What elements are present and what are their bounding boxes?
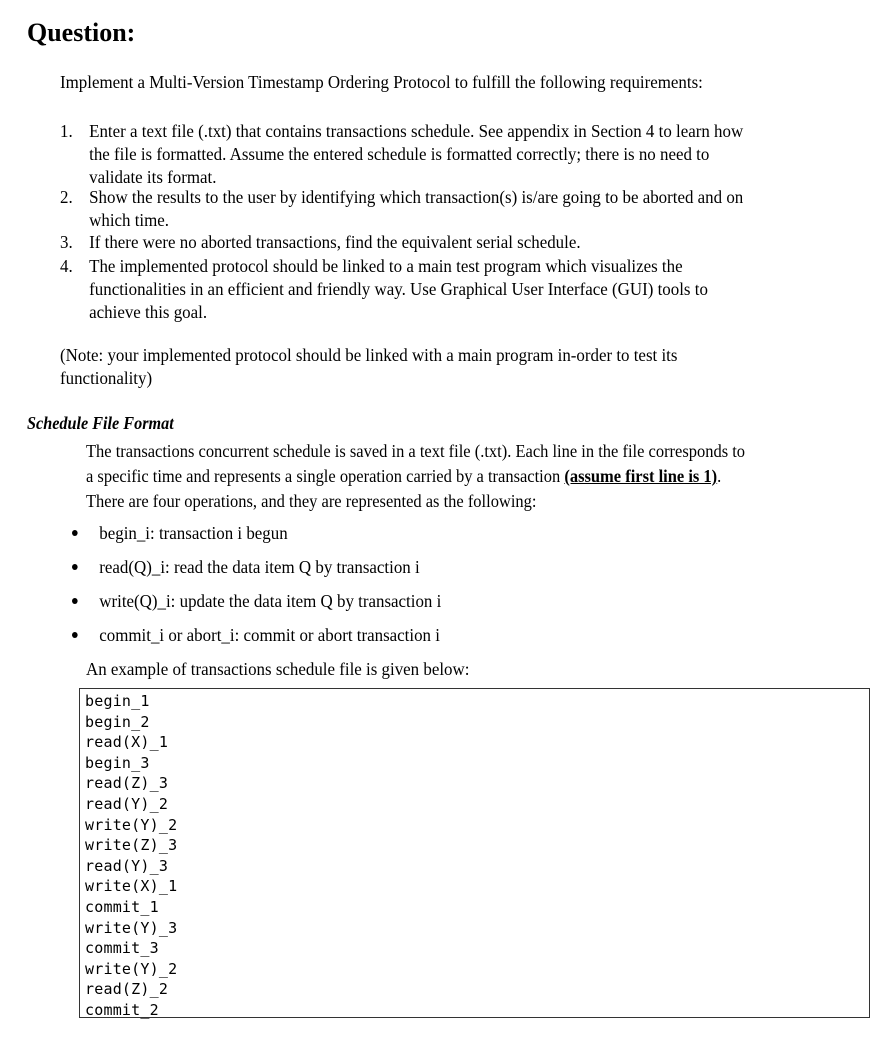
note-line: functionality) <box>60 368 153 388</box>
item-number: 2. <box>60 187 73 207</box>
item-line: the file is formatted. Assume the entered schedule is formatted correctly; there is no need to <box>89 144 710 164</box>
item-text <box>89 255 708 324</box>
bullet-icon <box>72 530 78 536</box>
bullet-icon <box>72 598 78 604</box>
schedule-line: read(Y)_2 <box>85 794 169 813</box>
schedule-line: write(Y)_2 <box>85 959 178 978</box>
para-line <box>86 464 745 489</box>
schedule-line: commit_3 <box>85 939 159 958</box>
example-schedule-code <box>85 691 177 1021</box>
bullet-text: read(Q)_i: read the data item Q by transaction i <box>99 557 420 577</box>
intro-text: Implement a Multi-Version Timestamp Ordering Protocol to fulfill the following requirements: <box>60 72 703 92</box>
para-line: The transactions concurrent schedule is saved in a text file (.txt). Each line in the file corresponds to <box>86 441 746 461</box>
item-line: achieve this goal. <box>89 302 208 322</box>
item-number: 3. <box>60 232 73 252</box>
note-text <box>60 344 677 390</box>
bullet-item <box>72 625 440 646</box>
bullet-icon <box>72 564 78 570</box>
note-line: (Note: your implemented protocol should be linked with a main program in-order to test its <box>60 345 678 365</box>
schedule-line: read(Y)_3 <box>85 856 169 875</box>
para-text: a specific time and represents a single operation carried by a transaction <box>86 466 565 486</box>
schedule-line: begin_2 <box>85 712 150 731</box>
item-number: 4. <box>60 256 73 276</box>
bullet-icon <box>72 632 78 638</box>
item-line: validate its format. <box>89 167 217 187</box>
bullet-text: write(Q)_i: update the data item Q by transaction i <box>99 591 442 611</box>
schedule-line: read(X)_1 <box>85 733 169 752</box>
item-number: 1. <box>60 121 73 141</box>
schedule-line: write(Y)_2 <box>85 815 178 834</box>
item-line: Enter a text file (.txt) that contains transactions schedule. See appendix in Section 4 to learn how <box>89 121 744 141</box>
para-text: . <box>717 466 722 486</box>
schedule-line: commit_1 <box>85 897 159 916</box>
schedule-line: read(Z)_3 <box>85 774 169 793</box>
schedule-line: begin_3 <box>85 753 150 772</box>
schedule-line: read(Z)_2 <box>85 980 169 999</box>
schedule-line: commit_2 <box>85 1000 159 1019</box>
item-text <box>89 120 743 189</box>
schedule-line: begin_1 <box>85 692 150 710</box>
para-line: There are four operations, and they are represented as the following: <box>86 491 537 511</box>
bullet-text: commit_i or abort_i: commit or abort transaction i <box>99 625 440 645</box>
item-text <box>89 186 743 232</box>
example-label: An example of transactions schedule file is given below: <box>86 659 470 679</box>
schedule-line: write(X)_1 <box>85 877 178 896</box>
schedule-line: write(Y)_3 <box>85 918 178 937</box>
question-title: Question: <box>27 18 136 47</box>
section-heading: Schedule File Format <box>27 413 174 433</box>
format-paragraph <box>86 439 745 514</box>
bullet-item <box>72 557 420 578</box>
item-line: which time. <box>89 210 170 230</box>
item-line: If there were no aborted transactions, find the equivalent serial schedule. <box>89 232 581 252</box>
schedule-line: write(Z)_3 <box>85 836 178 855</box>
emphasis-text: (assume first line is 1) <box>564 466 718 486</box>
bullet-text: begin_i: transaction i begun <box>99 523 288 543</box>
item-text <box>89 231 580 254</box>
bullet-item <box>72 591 441 612</box>
item-line: The implemented protocol should be linked to a main test program which visualizes the <box>89 256 683 276</box>
item-line: Show the results to the user by identifying which transaction(s) is/are going to be aborted and on <box>89 187 744 207</box>
bullet-item <box>72 523 288 544</box>
item-line: functionalities in an efficient and friendly way. Use Graphical User Interface (GUI) tools to <box>89 279 708 299</box>
example-schedule-box <box>79 688 870 1018</box>
